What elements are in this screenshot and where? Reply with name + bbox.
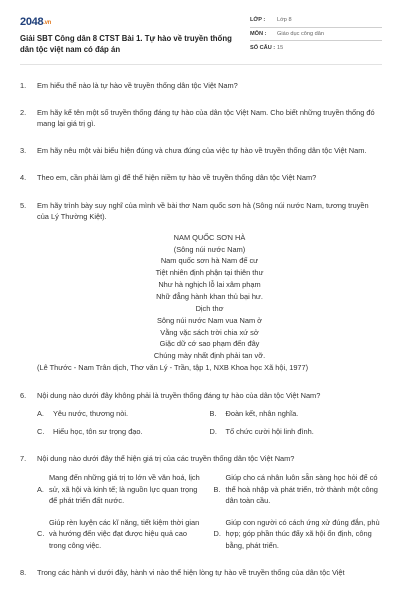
poem-line: Vằng vặc sách trời chia xứ sở [160,327,259,337]
option-letter: A. [37,409,44,418]
answer-option-b[interactable] [210,408,383,419]
question-2 [20,107,382,129]
poem-line: Nam quốc sơn hà Nam đế cư [160,256,259,266]
logo-main: 2048 [20,16,44,28]
question-5 [20,200,382,374]
poem-line: Dịch thơ [195,303,224,313]
logo-suffix: .vn [43,20,52,26]
question-text: Nội dung nào dưới đây thể hiện giá trị của các truyền thống dân tộc Việt Nam? [37,454,295,464]
option-letter: D. [209,427,217,437]
option-letter: C. [37,529,45,539]
poem-source: (Lê Thước - Nam Trân dịch, Thơ văn Lý - Trần, tập 1, NXB Khoa học Xã hội, 1977) [37,363,309,373]
answer-option-d[interactable] [210,426,383,437]
option-text: Yêu nước, thương nòi. [53,409,129,418]
meta-info-box [250,14,382,55]
option-text: Đoàn kết, nhân nghĩa. [225,409,299,418]
question-text: Trong các hành vi dưới đây, hành vi nào thể hiện lòng tự hào về truyền thống của dân tộc Việt [37,568,345,578]
meta-row-count [250,41,382,55]
question-text: Em hãy nêu một vài biểu hiện đúng và chưa đúng của việc tự hào về truyền thống dân tộc Việt Nam. [37,146,367,156]
question-number: 2. [20,108,27,118]
question-number: 6. [20,390,27,400]
question-text: Em hiểu thế nào là tự hào về truyền thống dân tộc Việt Nam? [37,81,238,90]
question-3 [20,145,382,156]
option-letter: B. [213,484,221,494]
meta-label: LỚP : [250,17,266,24]
answer-option-b[interactable] [214,472,383,506]
option-text: Tố chức cười hội linh đình. [225,427,314,437]
answer-option-c[interactable] [37,426,210,437]
poem-line: Nhữ đẳng hành khan thủ bại hư. [156,291,263,301]
question-list [20,80,382,594]
option-text: Giúp rèn luyện các kĩ năng, tiết kiệm thời gian và hướng đến việc đạt được hiệu quả cao trong công việc. [49,517,200,550]
poem-line: Như hà nghịch lỗ lai xâm phạm [158,280,261,290]
question-6 [20,390,382,437]
question-4 [20,172,382,183]
poem-block [37,232,382,374]
document-header [20,14,382,64]
answer-option-d[interactable] [214,517,383,551]
option-letter: B. [209,409,217,418]
question-number: 7. [20,454,27,464]
option-text: Mang đến những giá trị to lớn về văn hoá, lịch sử, xã hội và kinh tế; là nguồn lực quan trọng để phát triển đất nước. [49,473,200,506]
poem-title: NAM QUỐC SƠN HÀ [173,232,246,242]
meta-row-subject [250,28,382,42]
meta-value: Giáo dục công dân [277,30,324,37]
meta-label: SỐ CÂU : [250,44,276,51]
question-number: 5. [20,200,27,210]
meta-value: Lớp 8 [277,17,292,24]
question-text: Nội dung nào dưới đây không phải là truyền thống đáng tự hào của dân tộc Việt Nam? [37,390,321,400]
poem-line: Tiệt nhiên định phận tại thiên thư [155,268,264,278]
answer-options [37,408,382,437]
option-letter: A. [37,484,44,494]
question-number: 4. [20,173,27,183]
question-text: Theo em, cần phải làm gì để thể hiện niềm tự hào về truyền thống dân tộc Việt Nam? [37,173,317,183]
header-divider [20,64,382,65]
question-7 [20,453,382,551]
poem-line: Chúng mày nhất định phải tan vỡ. [153,351,266,361]
answer-option-a[interactable] [37,472,206,506]
answer-options [37,472,382,551]
meta-value: 15 [277,44,284,51]
option-text: Giúp con người có cách ứng xử đúng đắn, phù hợp; góp phần thúc đẩy xã hội ổn định, công bằng, phát triển. [225,517,380,550]
meta-row-class [250,14,382,28]
answer-option-c[interactable] [37,517,206,551]
question-number: 3. [20,146,27,156]
poem-line: Sông núi nước Nam vua Nam ở [156,315,262,325]
question-text: Em hãy kể tên một số truyền thống đáng tự hào của dân tộc Việt Nam. Cho biết những truyền thống đó mang lại giá trị gì. [37,108,375,129]
page-title: Giải SBT Công dân 8 CTST Bài 1. Tự hào về truyền thống dân tộc việt nam có đáp án [20,34,232,55]
question-text: Em hãy trình bày suy nghĩ của mình về bài thơ Nam quốc sơn hà (Sông núi nước Nam, tương truyền của Lý Thường Kiệt). [37,200,369,221]
meta-label: MÔN : [250,30,267,37]
option-text: Giúp cho cá nhân luôn sẵn sàng học hỏi để có thể hoà nhập và phát triển, trở thành một công dân toàn cầu. [225,473,378,506]
site-logo[interactable] [20,14,51,31]
question-number: 1. [20,81,27,90]
poem-line: (Sông núi nước Nam) [173,244,246,254]
option-letter: C. [37,427,45,437]
answer-option-a[interactable] [37,408,210,419]
question-number: 8. [20,568,27,578]
question-8 [20,567,382,578]
question-1 [20,80,382,91]
option-text: Hiếu học, tôn sư trọng đạo. [53,427,143,437]
option-letter: D. [213,529,221,539]
poem-line: Giặc dữ cớ sao phạm đến đây [159,339,260,349]
